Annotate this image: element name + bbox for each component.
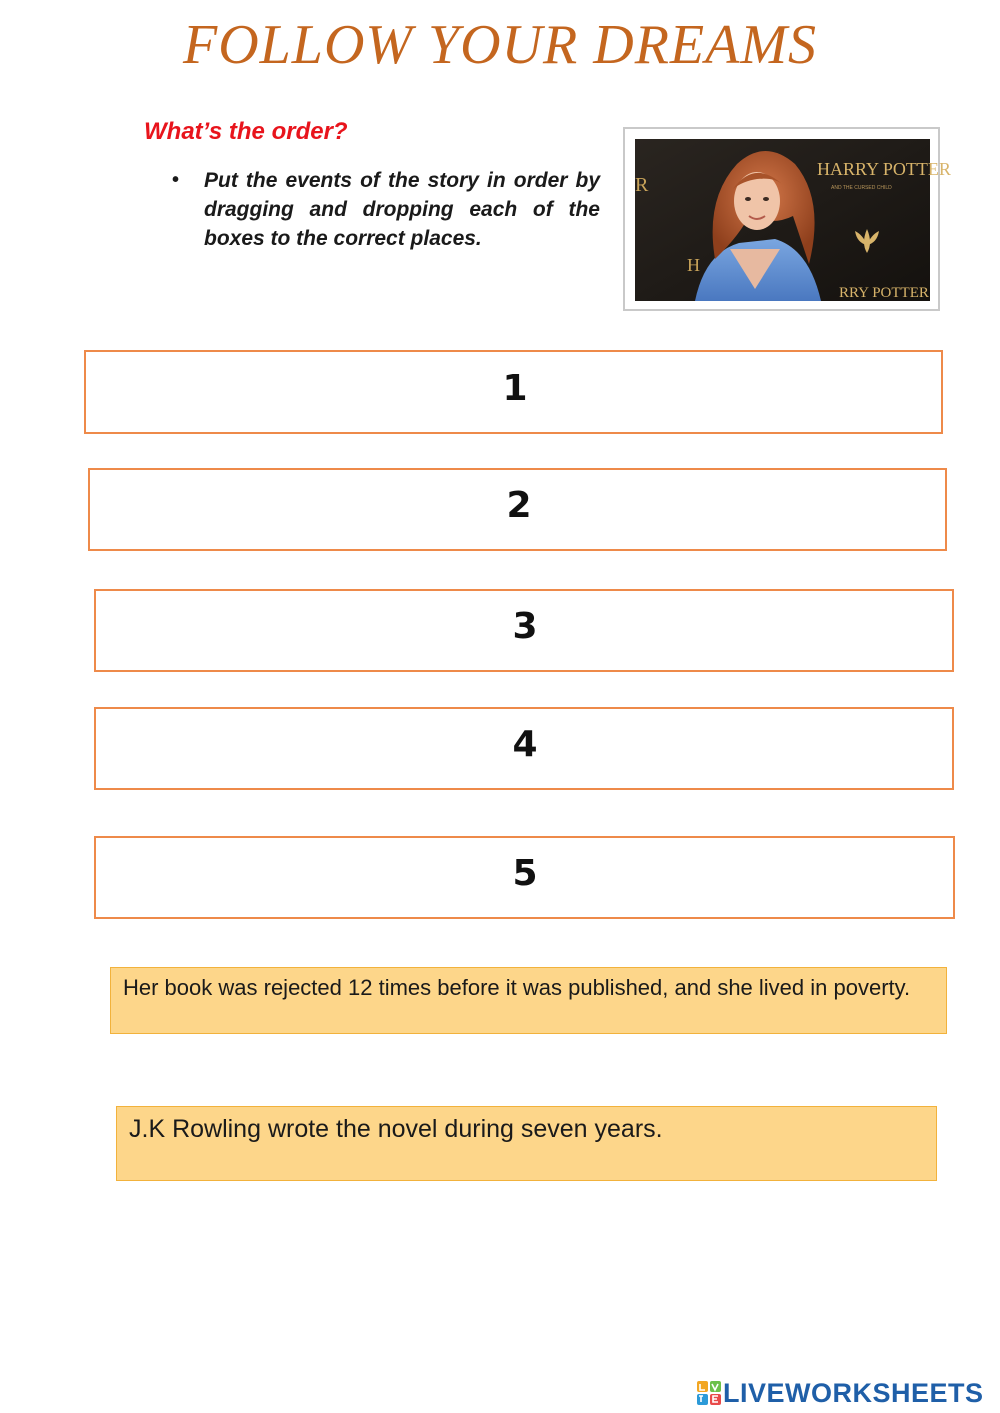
slot-number: 4 xyxy=(512,724,538,765)
worksheet-title: FOLLOW YOUR DREAMS xyxy=(183,14,817,76)
slot-number: 5 xyxy=(512,853,538,894)
brand-name: LIVEWORKSHEETS xyxy=(723,1377,984,1408)
liveworksheets-branding xyxy=(697,1378,984,1408)
slot-number: 2 xyxy=(506,485,532,526)
slot-number: 3 xyxy=(512,606,538,647)
photo-signage-top: HARRY POTTER xyxy=(817,159,951,179)
svg-text:R: R xyxy=(635,174,649,196)
liveworksheets-logo-icon xyxy=(697,1381,721,1405)
draggable-event-box[interactable]: Her book was rejected 12 times before it was published, and she lived in poverty. xyxy=(110,967,947,1034)
drop-slot-3[interactable] xyxy=(94,589,954,672)
drop-slot-5[interactable] xyxy=(94,836,955,919)
draggable-event-box[interactable]: J.K Rowling wrote the novel during seven years. xyxy=(116,1106,937,1181)
photo-signage-sub: AND THE CURSED CHILD xyxy=(831,185,892,191)
author-photo-frame xyxy=(623,127,951,311)
instruction-item: • Put the events of the story in order by dragging and dropping each of the boxes to the correct places. xyxy=(170,166,600,253)
svg-text:H: H xyxy=(687,255,700,275)
worksheet-subtitle: What’s the order? xyxy=(144,118,348,145)
instructions-list xyxy=(170,166,600,253)
author-photo xyxy=(635,139,951,301)
photo-signage-bottom: RRY POTTER xyxy=(839,285,929,301)
drop-slot-1[interactable] xyxy=(84,350,943,434)
slot-number: 1 xyxy=(502,367,528,409)
drop-slot-2[interactable] xyxy=(88,468,947,551)
drop-slot-4[interactable] xyxy=(94,707,954,790)
